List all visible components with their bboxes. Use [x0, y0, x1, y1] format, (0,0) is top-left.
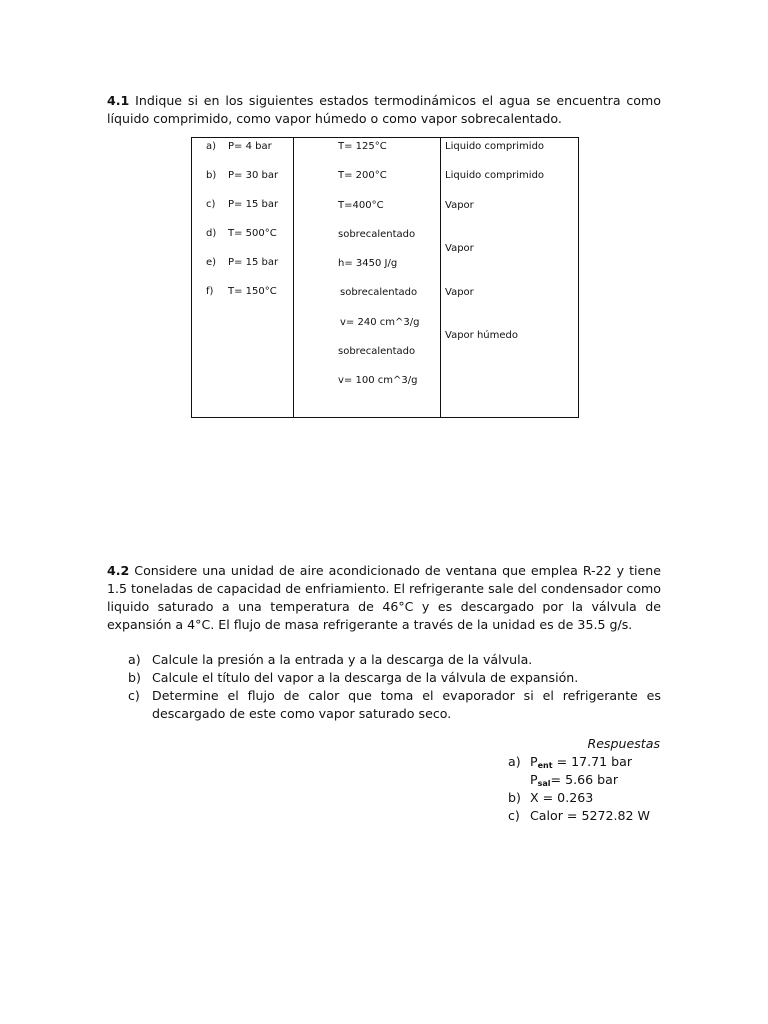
problem-4-2-text: Considere una unidad de aire acondicionado de ventana que emplea R-22 y tiene 1.5 toneladas de capacidad de enfriamiento. El refrigerante sale del condensador como liquido saturado a una temperatura de 46°C y es descargado por la válvula de expansión a 4°C. El flujo de masa refrigerante a través de la unidad es de 35.5 g/s.: [107, 563, 661, 632]
phase-cell: Liquido comprimido: [445, 141, 545, 152]
property-cell: sobrecalentado: [340, 287, 418, 299]
phase-cell: Vapor: [445, 243, 474, 254]
problem-4-1: [107, 92, 661, 128]
state-a: a) P= 4 bar: [206, 141, 272, 152]
answer-a-outlet: $P_{sal}= 5.66$ bar: [530, 772, 619, 788]
property-cell: v= 100 cm^3/g: [338, 375, 418, 387]
answer-c: c) Calor = 5272.82 W: [508, 808, 650, 823]
state-c: c) P= 15 bar: [206, 199, 279, 210]
question-a: a) Calcule la presión a la entrada y a la descarga de la válvula.: [128, 652, 533, 667]
problem-4-2: [107, 562, 661, 634]
problem-4-1-text: Indique si en los siguientes estados termodinámicos el agua se encuentra como líquido comprimido, como vapor húmedo o como vapor sobrecalentado.: [107, 93, 661, 126]
pressure-column: [192, 138, 294, 418]
state-e: e) P= 15 bar: [206, 257, 279, 268]
problem-4-1-number: 4.1: [107, 93, 130, 108]
phase-cell: Liquido comprimido: [445, 170, 545, 181]
question-c: c) Determine el flujo de calor que toma el evaporador si el refrigerante es descargado de este como vapor saturado seco.: [128, 688, 661, 721]
question-b: b) Calcule el título del vapor a la descarga de la válvula de expansión.: [128, 670, 579, 685]
state-b: b) P= 30 bar: [206, 170, 279, 181]
property-cell: sobrecalentado: [338, 228, 416, 240]
second-property-column: [294, 138, 441, 418]
answer-a-inlet: a) $P_{ent} = 17.71$ bar: [508, 754, 633, 770]
property-cell: T= 125°C: [338, 141, 387, 152]
phase-cell: Vapor húmedo: [445, 330, 518, 341]
property-cell: T= 200°C: [338, 170, 387, 182]
answer-b: b) X = 0.263: [508, 790, 594, 805]
property-cell: h= 3450 J/g: [338, 258, 398, 270]
phase-column: [441, 138, 579, 418]
phase-cell: Vapor: [445, 200, 474, 211]
answers-title: Respuestas: [587, 736, 660, 751]
problem-4-2-number: 4.2: [107, 563, 130, 578]
property-cell: T=400°C: [338, 199, 384, 211]
property-cell: sobrecalentado: [338, 346, 416, 358]
state-d: d) T= 500°C: [206, 228, 277, 239]
state-f: f) T= 150°C: [206, 286, 277, 297]
property-cell: v= 240 cm^3/g: [340, 316, 420, 328]
phase-cell: Vapor: [445, 287, 474, 298]
states-table: [191, 137, 579, 418]
